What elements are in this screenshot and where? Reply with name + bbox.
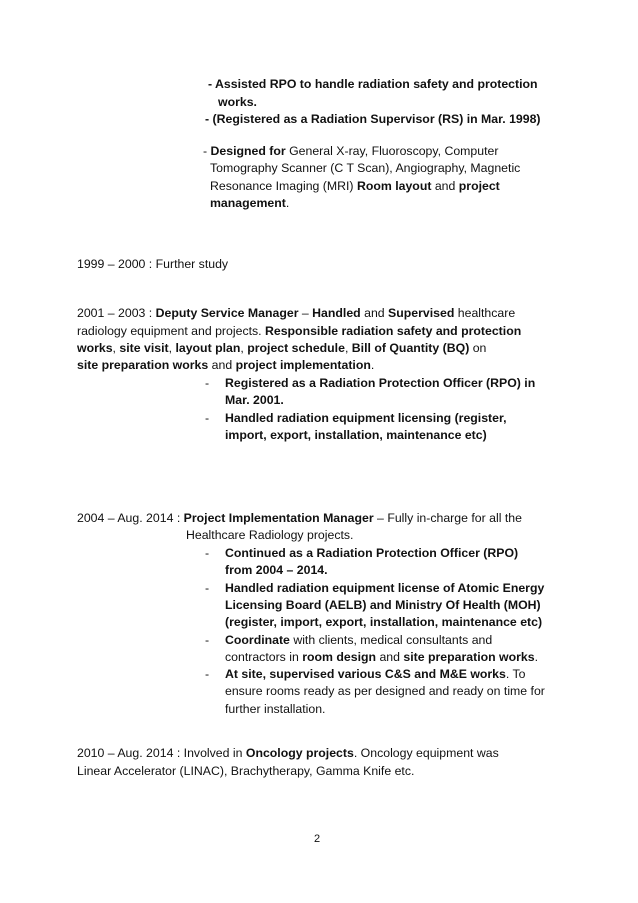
bullet-dash: - [205,667,210,681]
bullet-aelb-license: Handled radiation equipment license of Atomic Energy [225,581,545,595]
bullet-assisted-rpo-cont: works. [218,95,257,109]
designed-for-line-2: Tomography Scanner (C T Scan), Angiography, Magnetic [210,161,521,175]
bullet-rpo-registered: Registered as a Radiation Protection Officer (RPO) in [225,376,536,390]
bullet-at-site: At site, supervised various C&S and M&E works. To [225,667,526,681]
entry-2004-line-2: Healthcare Radiology projects. [186,528,354,542]
bullet-licensing-cont: import, export, installation, maintenance etc) [225,428,487,442]
entry-2001-line-4: site preparation works and project implementation. [77,358,375,372]
registered-rs-line: - (Registered as a Radiation Supervisor (RS) in Mar. 1998) [205,112,541,126]
entry-2010-line-2: Linear Accelerator (LINAC), Brachytherapy, Gamma Knife etc. [77,764,415,778]
page-number: 2 [314,833,321,845]
bullet-coordinate: Coordinate with clients, medical consultants and [225,633,493,647]
designed-for-line-4: management. [210,196,290,210]
bullet-coordinate-cont: contractors in room design and site preparation works. [225,650,539,664]
bullet-continued-rpo: Continued as a Radiation Protection Officer (RPO) [225,546,519,560]
designed-for-line-3: Resonance Imaging (MRI) Room layout and project [210,179,500,193]
bullet-dash: - [205,581,210,595]
bullet-at-site-3: further installation. [225,702,326,716]
bullet-rpo-registered-cont: Mar. 2001. [225,393,284,407]
bullet-dash: - [205,633,210,647]
entry-2004-line-1: 2004 – Aug. 2014 : Project Implementation Manager – Fully in-charge for all the [77,511,522,525]
bullet-dash: - [205,376,210,390]
bullet-licensing: Handled radiation equipment licensing (register, [225,411,507,425]
entry-2001-line-1: 2001 – 2003 : Deputy Service Manager – Handled and Supervised healthcare [77,306,516,320]
designed-for-line: - Designed for General X-ray, Fluoroscopy, Computer [203,144,499,158]
bullet-at-site-2: ensure rooms ready as per designed and ready on time for [225,684,545,698]
entry-1999: 1999 – 2000 : Further study [77,257,229,271]
bullet-dash: - [205,546,210,560]
entry-2001-line-3: works, site visit, layout plan, project schedule, Bill of Quantity (BQ) on [77,341,487,355]
bullet-dash: - [205,411,210,425]
entry-2001-line-2: radiology equipment and projects. Responsible radiation safety and protection [77,324,522,338]
bullet-aelb-license-3: (register, import, export, installation, maintenance etc) [225,615,543,629]
bullet-assisted-rpo: - Assisted RPO to handle radiation safety and protection [208,77,538,91]
bullet-continued-rpo-cont: from 2004 – 2014. [225,563,328,577]
bullet-aelb-license-2: Licensing Board (AELB) and Ministry Of Health (MOH) [225,598,541,612]
entry-2010-line-1: 2010 – Aug. 2014 : Involved in Oncology projects. Oncology equipment was [77,746,499,760]
